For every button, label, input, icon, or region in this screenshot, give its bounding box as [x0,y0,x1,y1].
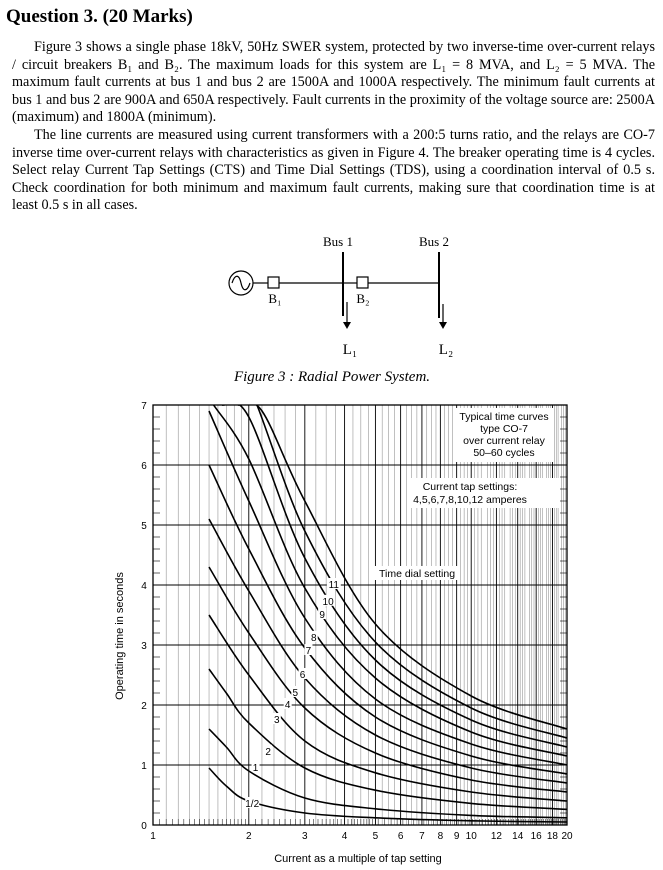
x-tick-label: 8 [437,831,444,842]
x-tick-label: 6 [397,831,404,842]
chart-title-line-4: 50–60 cycles [473,447,535,459]
bus1-label: Bus 1 [323,234,353,249]
chart-x-axis-label: Current as a multiple of tap setting [274,853,442,865]
curve-tds-7 [209,411,567,765]
l1-label: L₁ [342,342,358,358]
curve-label-tds: 7 [305,646,312,657]
x-tick-label: 1 [150,831,156,842]
curve-tds-5 [209,519,567,783]
curve-tds-4 [209,567,567,792]
curve-label-tds: 10 [322,596,334,608]
x-tick-label: 7 [419,831,425,842]
voltage-source-sine [232,276,250,290]
chart-title-line-2: type CO-7 [480,423,528,435]
y-tick-label: 5 [141,521,147,532]
b1-label: B₁ [268,291,282,306]
y-tick-label: 7 [141,401,147,412]
curve-label-tds: 2 [265,746,271,758]
curve-label-tds: 4 [284,700,291,711]
co7-time-curve-chart [0,390,663,870]
chart-grid [153,405,567,825]
curve-label-tds: 5 [292,688,299,699]
x-tick-label: 2 [246,831,252,842]
tap-note-line-1: Current tap settings: [422,481,518,493]
curve-label-tds: 6 [299,670,306,681]
load-l1-arrow-icon [343,322,351,329]
x-tick-label: 20 [561,831,573,842]
l2-label: L₂ [438,342,454,358]
x-tick-label: 3 [302,831,308,842]
x-tick-label: 4 [341,831,348,842]
x-tick-label: 18 [546,831,559,842]
time-dial-label: Time dial setting [378,568,456,580]
chart-labels [141,401,573,842]
curve-label-tds: 1 [252,763,259,774]
radial-system-diagram [0,228,663,388]
bus2-label: Bus 2 [419,234,449,249]
y-tick-label: 3 [141,641,147,652]
load-l2-arrow-icon [439,322,447,329]
breaker-b2 [357,277,368,288]
breaker-b1 [268,277,279,288]
curve-label-tds: 11 [328,580,340,591]
tap-note-line-2: 4,5,6,7,8,10,12 amperes [413,494,527,506]
curve-label-tds: 8 [310,632,317,644]
curve-label-tds: 1/2 [245,799,260,810]
chart-title-line-3: over current relay [463,435,545,447]
figure3-caption: Figure 3 : Radial Power System. [233,369,431,385]
chart-annotations [374,408,560,580]
chart-title-line-1: Typical time curves [459,411,549,423]
x-tick-label: 12 [490,831,502,842]
b2-label: B₂ [356,291,370,306]
curve-tds-6 [209,465,567,774]
curve-tds-2 [209,669,567,809]
x-tick-label: 10 [465,831,477,842]
curve-label-tds: 9 [319,610,325,621]
x-tick-label: 14 [512,831,524,842]
chart-y-axis-label: Operating time in seconds [114,572,126,700]
question-paragraph-2: The line currents are measured using current transformers with a 200:5 turns ratio, and the relays are CO-7 inverse time over-current relays with characteristics as given in Figure 4. The breaker operating time is 4 cycles. Select relay Current Tap Settings (CTS) and Time Dial Settings (TDS), using a coordination interval of 0.5 s. Check coordination for both minimum and maximum fault currents, making sure that coordination time is at least 0.5 s in all cases. [12,127,655,214]
y-tick-label: 2 [141,701,147,712]
y-tick-label: 0 [141,821,147,832]
y-tick-label: 4 [141,581,147,592]
x-tick-label: 16 [530,831,542,842]
question-paragraph-1: Figure 3 shows a single phase 18kV, 50Hz SWER system, protected by two inverse-time over-current relays / circuit breakers B₁ and B₂. The maximum loads for this system are L₁ = 8 MVA, and L₂ = 5 MVA. The maximum fault currents at bus 1 and bus 2 are 1500A and 1000A respectively. The minimum fault currents at bus 1 and bus 2 are 900A and 650A respectively. Fault currents in the proximity of the voltage source are: 2500A (maximum) and 1800A (minimum). [12,39,655,126]
x-tick-label: 9 [453,831,460,842]
x-tick-label: 5 [372,831,379,842]
question-title: Question 3. (20 Marks) [6,6,193,27]
curve-label-tds: 3 [274,715,280,726]
y-tick-label: 6 [141,461,147,472]
y-tick-label: 1 [141,761,147,772]
